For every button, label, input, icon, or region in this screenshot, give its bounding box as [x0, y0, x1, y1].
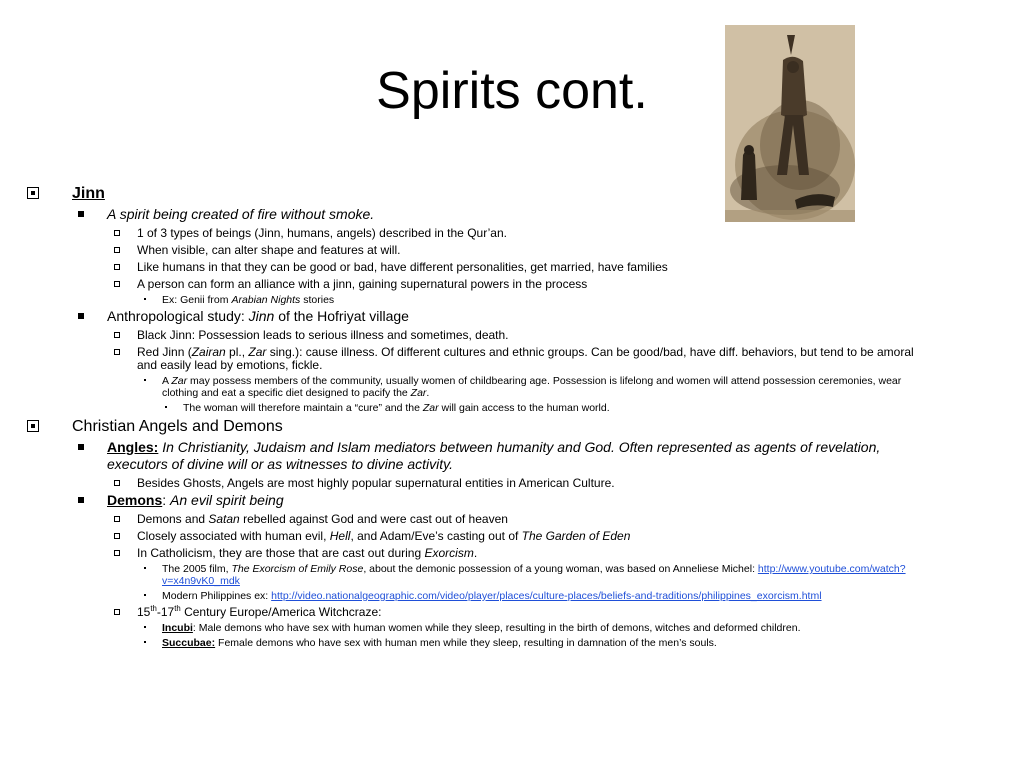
filled-square-bullet-icon — [78, 211, 84, 217]
angels-definition: In Christianity, Judaism and Islam mediators between humanity and God. Often represented as agents of revelation, executors of divine will or as witnesses to divine activity. — [107, 439, 881, 472]
dot-bullet-icon — [144, 567, 146, 569]
list-item — [0, 439, 1024, 473]
list-item — [0, 227, 1024, 240]
study-text: of the Hofriyat village — [274, 308, 409, 324]
hollow-square-bullet-icon — [114, 230, 120, 236]
list-item — [0, 294, 1024, 306]
list-item — [0, 547, 1024, 560]
demons-text: rebelled against God and were cast out of heaven — [239, 512, 508, 526]
hollow-square-bullet-icon — [114, 281, 120, 287]
demons-term: Satan — [208, 512, 240, 526]
list-item — [0, 492, 1024, 509]
list-item — [0, 563, 1024, 587]
list-item — [0, 329, 1024, 342]
witchcraze-text: 15 — [137, 605, 151, 619]
list-item — [0, 513, 1024, 526]
list-item — [0, 402, 1024, 414]
hollow-square-bullet-icon — [114, 516, 120, 522]
list-item — [0, 346, 1024, 372]
black-jinn-text: Black Jinn: Possession leads to serious illness and sometimes, death. — [137, 328, 509, 342]
dot-bullet-icon — [144, 594, 146, 596]
demons-term: Hell — [329, 529, 351, 543]
list-item — [0, 278, 1024, 291]
angels-note: Besides Ghosts, Angels are most highly popular supernatural entities in American Culture. — [137, 476, 615, 490]
jinn-fact: A person can form an alliance with a jinn, gaining supernatural powers in the process — [137, 277, 588, 291]
list-item — [0, 590, 1024, 602]
zar-text: . — [426, 387, 430, 399]
dot-bullet-icon — [144, 641, 146, 643]
red-jinn-text: Red Jinn ( — [137, 345, 192, 359]
film-title: The Exorcism of Emily Rose — [231, 563, 364, 575]
jinn-heading: Jinn — [72, 185, 105, 202]
filled-square-bullet-icon — [78, 497, 84, 503]
list-item-jinn — [0, 183, 1024, 204]
ordinal-suffix: th — [150, 604, 157, 613]
demons-text: Demons and — [137, 512, 209, 526]
hollow-square-bullet-icon — [114, 480, 120, 486]
demons-text: In Catholicism, they are those that are cast out during — [137, 546, 425, 560]
red-jinn-text: pl., — [225, 345, 249, 359]
hollow-square-bullet-icon — [114, 349, 120, 355]
demons-text: Closely associated with human evil, — [137, 529, 330, 543]
national-geographic-link[interactable]: http://video.nationalgeographic.com/video/player/places/culture-places/beliefs-and-traditions/philippines_exorcism.html — [271, 590, 822, 602]
red-jinn-term: Zar — [248, 345, 267, 359]
jinn-fact: Like humans in that they can be good or bad, have different personalities, get married, have families — [137, 260, 668, 274]
succubae-label: Succubae: — [162, 637, 216, 649]
list-item — [0, 606, 1024, 619]
square-bullet-icon — [27, 420, 39, 432]
jinn-fact: When visible, can alter shape and features at will. — [137, 243, 401, 257]
film-text: , about the demonic possession of a young woman, was based on Anneliese Michel: — [363, 563, 758, 575]
list-item — [0, 261, 1024, 274]
list-item — [0, 308, 1024, 325]
philippines-text: Modern Philippines ex: — [162, 590, 272, 602]
jinn-definition: A spirit being created of fire without smoke. — [107, 206, 375, 222]
cure-term: Zar — [422, 402, 439, 414]
witchcraze-text: -17 — [156, 605, 175, 619]
hollow-square-bullet-icon — [114, 550, 120, 556]
hollow-square-bullet-icon — [114, 533, 120, 539]
demons-definition: An evil spirit being — [170, 492, 284, 508]
bullet-list — [0, 180, 1024, 649]
dot-bullet-icon — [144, 298, 146, 300]
demons-text: , and Adam/Eve’s casting out of — [350, 529, 522, 543]
jinn-fact: 1 of 3 types of beings (Jinn, humans, angels) described in the Qur’an. — [137, 226, 507, 240]
filled-square-bullet-icon — [78, 313, 84, 319]
list-item — [0, 244, 1024, 257]
witchcraze-text: Century Europe/America Witchcraze: — [180, 605, 382, 619]
list-item — [0, 375, 1024, 399]
demons-label: Demons — [107, 492, 163, 508]
list-item — [0, 206, 1024, 223]
zar-term: Zar — [410, 387, 427, 399]
dot-bullet-icon — [144, 379, 146, 381]
list-item — [0, 622, 1024, 634]
demons-text: . — [473, 546, 478, 560]
cure-text: will gain access to the human world. — [438, 402, 610, 414]
list-item — [0, 477, 1024, 490]
hollow-square-bullet-icon — [114, 264, 120, 270]
dot-bullet-icon — [165, 406, 167, 408]
angels-demons-heading: Christian Angels and Demons — [72, 418, 283, 435]
example-text: stories — [300, 294, 335, 306]
red-jinn-term: Zairan — [191, 345, 226, 359]
list-item — [0, 637, 1024, 649]
example-text: Ex: Genii from — [162, 294, 232, 306]
youtube-link[interactable]: http://www.youtube.com/watch?v=x4n9vK0_mdk — [162, 563, 906, 587]
hollow-square-bullet-icon — [114, 609, 120, 615]
hollow-square-bullet-icon — [114, 247, 120, 253]
list-item — [0, 530, 1024, 543]
square-bullet-icon — [27, 187, 39, 199]
demons-term: Exorcism — [424, 546, 474, 560]
zar-text: A — [162, 375, 172, 387]
incubi-text: : Male demons who have sex with human women while they sleep, resulting in the birth of demons, witches and deformed children. — [192, 622, 801, 634]
filled-square-bullet-icon — [78, 444, 84, 450]
incubi-label: Incubi — [162, 622, 193, 634]
ordinal-suffix: th — [174, 604, 181, 613]
film-text: The 2005 film, — [162, 563, 232, 575]
hollow-square-bullet-icon — [114, 332, 120, 338]
study-text: Anthropological study: — [107, 308, 249, 324]
example-title: Arabian Nights — [231, 294, 301, 306]
demons-colon: : — [162, 492, 171, 508]
demons-term: The Garden of Eden — [521, 529, 631, 543]
angels-label: Angles: — [107, 439, 159, 455]
zar-term: Zar — [171, 375, 188, 387]
succubae-text: Female demons who have sex with human men while they sleep, resulting in damnation of the men’s souls. — [215, 637, 717, 649]
study-term: Jinn — [248, 308, 275, 324]
cure-text: The woman will therefore maintain a “cure” and the — [183, 402, 423, 414]
dot-bullet-icon — [144, 626, 146, 628]
zar-text: may possess members of the community, usually women of childbearing age. Possession is lifelong and women will attend possession ceremonies, wear clothing and eat a specific diet designed to pacify the — [162, 375, 902, 399]
red-jinn-text: sing.): cause illness. Of different cultures and ethnic groups. Can be good/bad, have diff. behaviors, but tend to be amoral and easily lead by emotions, fickle. — [137, 345, 914, 372]
list-item-angels-demons — [0, 416, 1024, 437]
slide-title: Spirits cont. — [376, 62, 648, 120]
